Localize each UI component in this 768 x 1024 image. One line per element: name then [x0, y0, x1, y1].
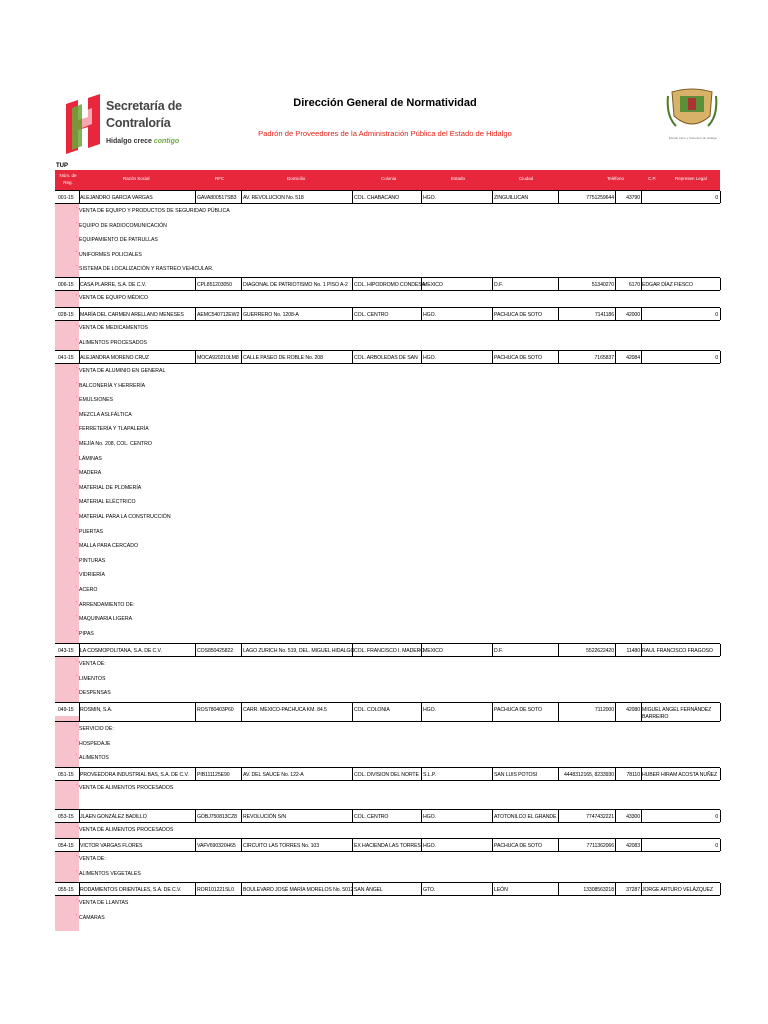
- cell-rep: EDGAR DÍAZ FIESCO: [642, 282, 693, 288]
- cell-ciudad: PACHUCA DE SOTO: [494, 707, 542, 713]
- cell-cp: 42083: [626, 843, 640, 849]
- cell-colonia: COL. CENTRO: [354, 312, 389, 318]
- cell-rep: JORGE ARTURO VELÁZQUEZ: [642, 887, 713, 893]
- list-item: MAQUINARIA LIGERA: [79, 616, 133, 623]
- cell-divider: [720, 351, 721, 363]
- cell-estado: HGO.: [423, 814, 436, 820]
- cell-ciudad: D.F.: [494, 648, 503, 654]
- cell-divider: [492, 351, 493, 363]
- cell-divider: [241, 191, 242, 203]
- cell-num: 049-15: [58, 707, 74, 713]
- list-item: EQUIPAMIENTO DE PATRULLAS: [79, 237, 158, 244]
- bullet-icon: ’: [76, 527, 78, 534]
- list-item: ACERO: [79, 587, 98, 593]
- cell-divider: [241, 883, 242, 895]
- bullet-icon: ’: [76, 396, 78, 403]
- cell-telefono: 13308563218: [583, 887, 614, 893]
- cell-estado: HGO.: [423, 195, 436, 201]
- bullet-icon: ’: [76, 754, 78, 761]
- cell-razon: ROSMIN, S.A.: [80, 707, 113, 713]
- list-item: ALIMENTOS PROCESADOS: [79, 339, 147, 346]
- list-item: UNIFORMES POLICIALES: [79, 251, 142, 258]
- bullet-icon: ’: [76, 739, 78, 746]
- cell-divider: [558, 644, 559, 656]
- bullet-icon: ’: [76, 483, 78, 490]
- list-item: MALLA PARA CERCADO: [79, 543, 139, 550]
- cell-domicilio: BOULEVARD JOSÉ MARÍA MORELOS No. 5012: [243, 887, 354, 893]
- cell-rep-line2: BARREIRO: [642, 714, 669, 720]
- cell-divider: [241, 839, 242, 851]
- cell-estado: HGO.: [423, 355, 436, 361]
- bullet-icon: ’: [76, 826, 78, 832]
- list-item: MATERIAL DE PLOMERÍA: [79, 484, 142, 491]
- table-row[interactable]: [55, 702, 720, 722]
- cell-divider: [558, 278, 559, 290]
- cell-divider: [421, 883, 422, 895]
- table-row[interactable]: [55, 767, 720, 781]
- cell-estado: HGO.: [423, 707, 436, 713]
- cell-divider: [720, 644, 721, 656]
- list-item: BALCONERÍA Y HERRERÍA: [79, 382, 146, 389]
- cell-divider: [492, 644, 493, 656]
- cell-cp: 11480: [626, 648, 640, 654]
- cell-colonia: COL. COLONIA: [354, 707, 390, 713]
- cell-num: 001-15: [58, 195, 74, 201]
- cell-divider: [421, 351, 422, 363]
- cell-telefono: 7711362066: [586, 843, 614, 849]
- cell-telefono: 4448312165, 8233930: [563, 772, 614, 778]
- list-item: PIPAS: [79, 630, 94, 637]
- cell-divider: [195, 308, 196, 320]
- cell-domicilio: CIRCUITO LAS TORRES No. 103: [243, 843, 320, 849]
- cell-cp: 43300: [626, 814, 640, 820]
- bullet-icon: ’: [76, 869, 78, 876]
- list-item: ALIMENTOS VEGETALES: [79, 870, 141, 877]
- cell-ciudad: ZINGUILUCAN: [494, 195, 529, 201]
- table-row[interactable]: [55, 277, 720, 291]
- list-item: SERVICIO DE:: [79, 726, 114, 732]
- cell-rep: 0: [715, 195, 718, 201]
- bullet-icon: ’: [76, 674, 78, 681]
- cell-divider: [352, 278, 353, 290]
- cell-rfc: GOBJ750813CZ8: [197, 814, 237, 820]
- cell-rep: 0: [715, 843, 718, 849]
- list-item: HOSPEDAJE: [79, 740, 111, 747]
- list-item: ARRENDAMIENTO DE:: [79, 601, 135, 608]
- cell-divider: [421, 308, 422, 320]
- cell-num: 055-15: [58, 887, 74, 893]
- cell-colonia: COL. DIVISION DEL NORTE: [354, 772, 419, 778]
- cell-domicilio: CARR. MEXICO-PACHUCA KM. 84.5: [243, 707, 327, 713]
- section-label: TUP: [56, 163, 68, 169]
- table-row[interactable]: [55, 190, 720, 204]
- cell-divider: [492, 839, 493, 851]
- bullet-icon: ’: [76, 498, 78, 505]
- cell-divider: [558, 883, 559, 895]
- list-item: VENTA DE:: [79, 661, 106, 667]
- cell-estado: S.L.P.: [423, 772, 436, 778]
- col-rfc-header: RFC: [215, 176, 225, 181]
- bullet-icon: ’: [76, 440, 78, 446]
- cell-rfc: VAFV690320H65: [197, 843, 236, 849]
- col-telefono-header: Teléfono: [607, 176, 625, 181]
- cell-divider: [558, 703, 559, 721]
- cell-domicilio: DIAGONAL DE PATRIOTISMO No. 1 PISO A-2: [243, 282, 348, 288]
- bullet-icon: ’: [76, 338, 78, 345]
- list-item: EMULSIONES: [79, 397, 114, 404]
- cell-razon: LA COSMOPOLITANA, S.A. DE C.V.: [80, 648, 162, 654]
- cell-razon: RODAMIENTOS ORIENTALES, S.A. DE C.V.: [80, 887, 182, 893]
- cell-divider: [241, 278, 242, 290]
- cell-rfc: AEMC540712EW2: [197, 312, 240, 318]
- cell-cp: 42000: [626, 312, 640, 318]
- cell-divider: [241, 308, 242, 320]
- cell-divider: [352, 703, 353, 721]
- cell-divider: [641, 810, 642, 822]
- cell-estado: MEXICO: [423, 282, 443, 288]
- bullet-icon: ’: [76, 571, 78, 578]
- bullet-icon: ’: [76, 221, 78, 228]
- cell-colonia: SAN ÁNGEL: [354, 887, 383, 893]
- cell-divider: [558, 768, 559, 780]
- list-item: CÁMARAS: [79, 914, 105, 921]
- cell-rep: 0: [715, 355, 718, 361]
- table-row[interactable]: [55, 307, 720, 321]
- cell-divider: [352, 191, 353, 203]
- cell-domicilio: AV. REVOLUCION No. 518: [243, 195, 304, 201]
- col-num-header: Núm. de Reg.: [59, 173, 77, 185]
- cell-divider: [492, 308, 493, 320]
- list-item: VIDRIERÍA: [79, 572, 105, 579]
- cell-divider: [720, 883, 721, 895]
- cell-ciudad: D.F.: [494, 282, 503, 288]
- table-row[interactable]: [55, 643, 720, 657]
- bullet-icon: ’: [76, 207, 78, 213]
- bullet-icon: ’: [76, 725, 78, 731]
- page-subtitle: Padrón de Proveedores de la Administración Pública del Estado de Hidalgo: [258, 129, 512, 138]
- cell-num: 051-15: [58, 772, 74, 778]
- cell-divider: [241, 351, 242, 363]
- bullet-icon: ’: [76, 784, 78, 790]
- bullet-icon: ’: [76, 586, 78, 592]
- logo-slogan: Hidalgo crece contigo: [106, 138, 180, 145]
- list-item: VENTA DE MEDICAMENTOS: [79, 325, 148, 331]
- bullet-icon: ’: [76, 425, 78, 432]
- cell-divider: [720, 810, 721, 822]
- col-colonia-header: Colonia: [381, 176, 397, 181]
- cell-telefono: 51340270: [591, 282, 614, 288]
- cell-telefono: 7165837: [594, 355, 614, 361]
- cell-divider: [241, 644, 242, 656]
- cell-divider: [421, 191, 422, 203]
- list-item: LÁMINAS: [79, 455, 102, 462]
- cell-divider: [241, 810, 242, 822]
- state-seal-icon: [666, 86, 718, 132]
- cell-telefono: 7141186: [594, 312, 614, 318]
- list-item: MEJÍA No. 208, COL. CENTRO: [79, 441, 152, 447]
- cell-estado: HGO.: [423, 843, 436, 849]
- table-header: [55, 170, 720, 190]
- bullet-icon: ’: [76, 454, 78, 461]
- cell-divider: [720, 839, 721, 851]
- cell-divider: [352, 810, 353, 822]
- cell-razon: JLAEN GONZÁLEZ BADILLO: [80, 814, 147, 820]
- cell-cp: 78110: [626, 772, 640, 778]
- cell-divider: [195, 810, 196, 822]
- bullet-icon: ’: [76, 556, 78, 563]
- cell-telefono: 7112000: [594, 707, 614, 713]
- cell-divider: [352, 768, 353, 780]
- cell-divider: [558, 351, 559, 363]
- bullet-icon: ’: [76, 381, 78, 388]
- list-item: PUERTAS: [79, 528, 104, 535]
- bullet-icon: ’: [76, 250, 78, 257]
- contraloria-logo: [60, 94, 240, 160]
- cell-divider: [195, 351, 196, 363]
- bullet-icon: ’: [76, 324, 78, 330]
- cell-domicilio: REVOLUCIÓN S/N: [243, 814, 286, 820]
- bullet-icon: ’: [76, 236, 78, 243]
- list-item: SISTEMA DE LOCALIZACIÓN Y RASTREO VEHICULAR.: [79, 266, 214, 273]
- cell-divider: [558, 810, 559, 822]
- cell-rep: RAUL FRANCISCO FRAGOSO: [642, 648, 713, 654]
- cell-rfc: GAVA800517SB3: [197, 195, 237, 201]
- cell-divider: [241, 768, 242, 780]
- cell-domicilio: AV. DEL SAUCE No. 122-A: [243, 772, 304, 778]
- bullet-icon: ’: [76, 542, 78, 549]
- cell-razon: PROVEEDORA INDUSTRIAL BAS, S.A. DE C.V.: [80, 772, 189, 778]
- cell-divider: [492, 703, 493, 721]
- cell-ciudad: PACHUCA DE SOTO: [494, 355, 542, 361]
- seal-caption: Estado Libre y Soberano de Hidalgo: [668, 136, 718, 140]
- cell-divider: [492, 768, 493, 780]
- cell-rfc: MOCA920210LM8: [197, 355, 239, 361]
- cell-rep: MIGUEL ANGEL FERNÁNDEZ: [642, 707, 712, 713]
- list-item: VENTA DE EQUIPO MÉDICO: [79, 295, 149, 301]
- cell-colonia: EX HACIENDA LAS TORRES: [354, 843, 421, 849]
- logo-text-secretaria: Secretaría de: [106, 99, 182, 113]
- cell-razon: ALEJANDRO GARCIA VARGAS: [80, 195, 153, 201]
- cell-divider: [720, 768, 721, 780]
- cell-rep: 0: [715, 312, 718, 318]
- cell-cp: 43790: [626, 195, 640, 201]
- bullet-icon: ’: [76, 660, 78, 666]
- cell-divider: [641, 308, 642, 320]
- bullet-icon: ’: [76, 615, 78, 622]
- cell-razon: VICTOR VARGAS FLORES: [80, 843, 143, 849]
- cell-domicilio: GUERRERO No. 1208-A: [243, 312, 299, 318]
- cell-divider: [352, 351, 353, 363]
- cell-divider: [641, 191, 642, 203]
- bullet-icon: ’: [76, 855, 78, 861]
- cell-ciudad: ATOTONILCO EL GRANDE: [494, 814, 557, 820]
- list-item: DESPENSAS: [79, 690, 111, 697]
- cell-cp: 42084: [626, 355, 640, 361]
- bullet-icon: ’: [76, 629, 78, 636]
- list-item: PINTURAS: [79, 557, 106, 564]
- h-logo-icon: [60, 94, 104, 160]
- bullet-icon: ’: [76, 513, 78, 519]
- bullet-icon: ’: [76, 367, 78, 373]
- cell-domicilio: LAGO ZURICH No. 519, DEL. MIGUEL HIDALGO: [243, 648, 355, 654]
- cell-divider: [421, 768, 422, 780]
- list-item: VENTA DE:: [79, 856, 106, 862]
- cell-ciudad: PACHUCA DE SOTO: [494, 312, 542, 318]
- cell-divider: [641, 839, 642, 851]
- bullet-icon: ’: [76, 899, 78, 905]
- cell-colonia: COL. CENTRO: [354, 814, 389, 820]
- cell-telefono: 7747432221: [586, 814, 614, 820]
- cell-cp: 37287: [626, 887, 640, 893]
- cell-colonia: COL. CHABACANO: [354, 195, 400, 201]
- table-row[interactable]: [55, 838, 720, 852]
- col-cp-header: C.P.: [648, 176, 657, 181]
- cell-estado: GTO.: [423, 887, 436, 893]
- col-domicilio-header: Domicilio: [287, 176, 306, 181]
- page-title: Dirección General de Normatividad: [293, 97, 477, 109]
- cell-rfc: ROS780403P60: [197, 707, 234, 713]
- cell-divider: [720, 308, 721, 320]
- bullet-icon: ’: [76, 689, 78, 696]
- cell-divider: [492, 810, 493, 822]
- bullet-icon: ’: [76, 913, 78, 920]
- list-item: MATERIAL PARA LA CONSTRUCCIÓN: [79, 514, 171, 520]
- cell-num: 054-15: [58, 843, 74, 849]
- cell-colonia: COL. HIPODROMO CONDESA: [354, 282, 426, 288]
- list-item: FERRETERÍA Y TLAPALERÍA: [79, 426, 149, 433]
- bullet-icon: ’: [76, 294, 78, 300]
- list-item: VENTA DE ALUMINIO EN GENERAL: [79, 368, 166, 374]
- cell-divider: [421, 839, 422, 851]
- cell-rep: HUBER HIRAM ACOSTA NUÑEZ: [642, 772, 718, 778]
- cell-divider: [421, 810, 422, 822]
- table-row[interactable]: [55, 350, 720, 364]
- cell-divider: [720, 703, 721, 721]
- cell-telefono: 7751259644: [586, 195, 614, 201]
- cell-razon: ALEJANDRA MORENO CRUZ: [80, 355, 149, 361]
- list-item: MEZCLA ASLFÁLTICA: [79, 411, 132, 418]
- cell-divider: [641, 351, 642, 363]
- cell-num: 006-15: [58, 282, 74, 288]
- table-row[interactable]: [55, 882, 720, 896]
- cell-divider: [241, 703, 242, 721]
- list-item: MATERIAL ELÉCTRICO: [79, 499, 136, 506]
- cell-rfc: CPL851203050: [197, 282, 232, 288]
- cell-divider: [195, 839, 196, 851]
- cell-colonia: COL. FRANCISCO I. MADERO: [354, 648, 425, 654]
- cell-razon: MARÍA DEL CARMEN ARELLANO MENESES: [80, 312, 184, 318]
- cell-divider: [558, 839, 559, 851]
- cell-ciudad: PACHUCA DE SOTO: [494, 843, 542, 849]
- cell-num: 028-15: [58, 312, 74, 318]
- table-row[interactable]: [55, 809, 720, 823]
- cell-rep: 0: [715, 814, 718, 820]
- cell-divider: [492, 883, 493, 895]
- list-item: VENTA DE ALIMENTOS PROCESADOS: [79, 827, 174, 833]
- list-item: MADERA: [79, 470, 102, 477]
- cell-divider: [352, 308, 353, 320]
- cell-divider: [195, 768, 196, 780]
- cell-divider: [558, 191, 559, 203]
- cell-domicilio: CALLE PASEO DE ROBLE No. 208: [243, 355, 323, 361]
- cell-rfc: COS850425822: [197, 648, 234, 654]
- cell-cp: 6170: [628, 282, 640, 288]
- cell-divider: [195, 883, 196, 895]
- cell-divider: [720, 191, 721, 203]
- bullet-icon: ’: [76, 600, 78, 607]
- cell-num: 043-15: [58, 648, 74, 654]
- cell-divider: [720, 278, 721, 290]
- cell-ciudad: SAN LUIS POTOSI: [494, 772, 538, 778]
- bullet-icon: ’: [76, 265, 78, 272]
- list-item: LIMENTOS: [79, 675, 106, 682]
- cell-divider: [558, 308, 559, 320]
- cell-rfc: ROR101221SL0: [197, 887, 234, 893]
- col-rep-header: Represen Legal: [675, 176, 707, 181]
- list-item: VENTA DE EQUIPO Y PRODUCTOS DE SEGURIDAD PÚBLICA: [79, 208, 230, 214]
- cell-rfc: PIB111125E90: [197, 772, 230, 778]
- cell-colonia: COL. ARBOLEDAS DE SAN: [354, 355, 418, 361]
- cell-divider: [492, 191, 493, 203]
- logo-text-contraloria: Contraloría: [106, 116, 171, 130]
- col-ciudad-header: Ciudad: [519, 176, 534, 181]
- cell-telefono: 5522622420: [586, 648, 614, 654]
- list-item: VENTA DE ALIMENTOS PROCESADOS: [79, 785, 174, 791]
- list-item: ALIMENTOS: [79, 755, 109, 762]
- cell-divider: [195, 278, 196, 290]
- cell-divider: [492, 278, 493, 290]
- bullet-icon: ’: [76, 469, 78, 476]
- cell-divider: [421, 703, 422, 721]
- cell-estado: MEXICO: [423, 648, 443, 654]
- col-estado-header: Estado: [451, 176, 466, 181]
- cell-divider: [195, 644, 196, 656]
- col-razon-header: Razón Social: [123, 176, 150, 181]
- cell-ciudad: LEÓN: [494, 887, 508, 893]
- list-item: EQUIPO DE RADIOCOMUNICACIÓN: [79, 222, 167, 229]
- cell-num: 041-15: [58, 355, 74, 361]
- cell-cp: 42080: [626, 707, 640, 713]
- cell-estado: HGO.: [423, 312, 436, 318]
- cell-num: 053-15: [58, 814, 74, 820]
- cell-razon: CASA PLARRE, S.A. DE C.V.: [80, 282, 146, 288]
- list-item: VENTA DE LLANTAS: [79, 900, 129, 906]
- bullet-icon: ’: [76, 410, 78, 417]
- cell-divider: [195, 703, 196, 721]
- cell-divider: [352, 839, 353, 851]
- cell-divider: [195, 191, 196, 203]
